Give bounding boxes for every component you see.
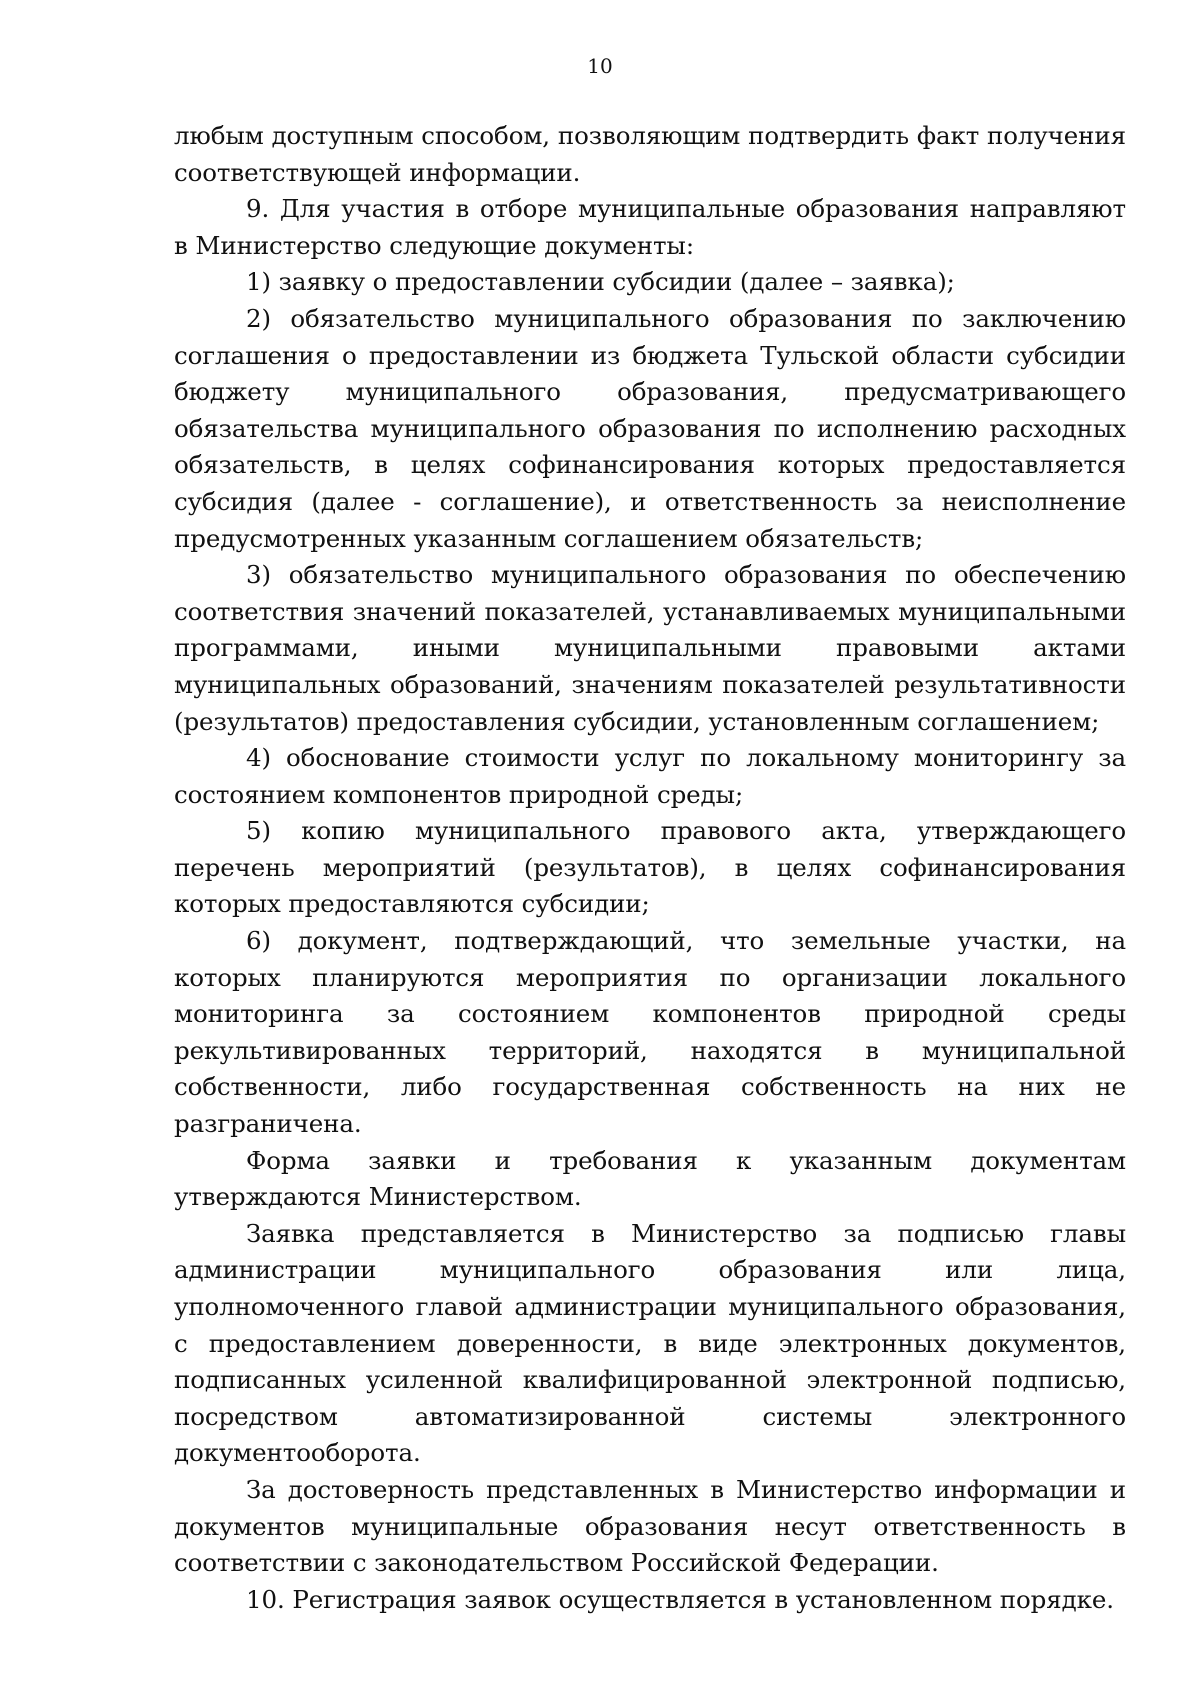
paragraph-application-submission: Заявка представляется в Министерство за подписью главы администрации муниципального образования или лица, уполномоченного главой администрации муниципального образования, с предоставлением доверенности, в виде электронных документов, подписанных усиленной квалифицированной электронной подписью, посредством автоматизированной системы электронного документооборота. bbox=[174, 1218, 1126, 1468]
paragraph-subitem-2: 2) обязательство муниципального образования по заключению соглашения о предоставлении из бюджета Тульской области субсидии бюджету муниципального образования, предусматривающего обязательства муниципального образования по исполнению расходных обязательств, в целях софинансирования которых предоставляется субсидия (далее - соглашение), и ответственность за неисполнение предусмотренных указанным соглашением обязательств; bbox=[174, 303, 1126, 553]
paragraph-responsibility: За достоверность представленных в Министерство информации и документов муниципальные образования несут ответственность в соответствии с законодательством Российской Федерации. bbox=[174, 1474, 1126, 1578]
paragraph-item-10: 10. Регистрация заявок осуществляется в установленном порядке. bbox=[246, 1584, 1114, 1614]
paragraph-subitem-1: 1) заявку о предоставлении субсидии (далее – заявка); bbox=[246, 267, 955, 297]
paragraph-subitem-4: 4) обоснование стоимости услуг по локальному мониторингу за состоянием компонентов природной среды; bbox=[174, 743, 1126, 809]
paragraph-continuation: любым доступным способом, позволяющим подтвердить факт получения соответствующей информации. bbox=[174, 121, 1126, 187]
paragraph-subitem-3: 3) обязательство муниципального образования по обеспечению соответствия значений показателей, устанавливаемых муниципальными программами, иными муниципальными правовыми актами муниципальных образований, значениям показателей результативности (результатов) предоставления субсидии, установленным соглашением; bbox=[174, 560, 1126, 736]
paragraph-form-requirements: Форма заявки и требования к указанным документам утверждаются Министерством. bbox=[174, 1145, 1126, 1212]
document-body bbox=[174, 118, 1126, 1618]
page-number: 10 bbox=[587, 54, 613, 78]
paragraph-item-9: 9. Для участия в отборе муниципальные образования направляют в Министерство следующие документы: bbox=[174, 194, 1126, 260]
paragraph-subitem-6: 6) документ, подтверждающий, что земельные участки, на которых планируются мероприятия по организации локального мониторинга за состоянием компонентов природной среды рекультивированных территорий, находятся в муниципальной собственности, либо государственная собственность на них не разграничена. bbox=[174, 926, 1126, 1139]
paragraph-subitem-5: 5) копию муниципального правового акта, утверждающего перечень мероприятий (результатов), в целях софинансирования которых предоставляются субсидии; bbox=[174, 816, 1126, 919]
